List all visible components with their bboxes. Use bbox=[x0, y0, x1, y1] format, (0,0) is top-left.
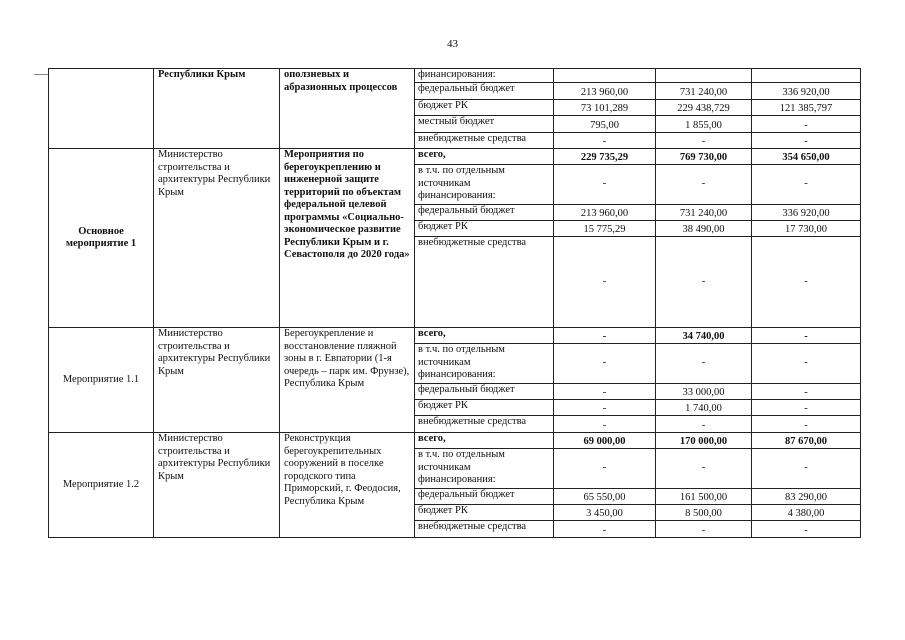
funding-source: внебюджетные средства bbox=[415, 416, 554, 433]
measure-name bbox=[49, 69, 154, 149]
funding-source: в т.ч. по отдельным источникам финансирования: bbox=[415, 449, 554, 489]
value-cell: - bbox=[752, 116, 861, 133]
value-cell: 87 670,00 bbox=[752, 433, 861, 449]
value-cell: 170 000,00 bbox=[656, 433, 752, 449]
funding-source: всего, bbox=[415, 149, 554, 165]
value-cell: - bbox=[752, 344, 861, 384]
value-cell: 15 775,29 bbox=[554, 221, 656, 237]
measure-name: Мероприятие 1.1 bbox=[49, 328, 154, 433]
table-row bbox=[49, 433, 861, 449]
value-cell: 83 290,00 bbox=[752, 489, 861, 505]
value-cell: 17 730,00 bbox=[752, 221, 861, 237]
value-cell: 795,00 bbox=[554, 116, 656, 133]
value-cell: - bbox=[554, 165, 656, 205]
value-cell: - bbox=[656, 416, 752, 433]
executor: Республики Крым bbox=[154, 69, 280, 149]
table-row bbox=[49, 149, 861, 165]
value-cell: 336 920,00 bbox=[752, 205, 861, 221]
table-row bbox=[49, 69, 861, 83]
value-cell: - bbox=[554, 416, 656, 433]
funding-source: федеральный бюджет bbox=[415, 205, 554, 221]
value-cell: - bbox=[752, 165, 861, 205]
value-cell: - bbox=[656, 165, 752, 205]
funding-source: местный бюджет bbox=[415, 116, 554, 133]
value-cell: - bbox=[752, 237, 861, 328]
funding-source: всего, bbox=[415, 328, 554, 344]
funding-source: внебюджетные средства bbox=[415, 521, 554, 538]
value-cell: 121 385,797 bbox=[752, 100, 861, 116]
value-cell: - bbox=[656, 133, 752, 149]
value-cell: 3 450,00 bbox=[554, 505, 656, 521]
funding-source: бюджет РК bbox=[415, 400, 554, 416]
measure-name: Основное мероприятие 1 bbox=[49, 149, 154, 328]
value-cell: - bbox=[656, 344, 752, 384]
value-cell: 4 380,00 bbox=[752, 505, 861, 521]
value-cell: - bbox=[752, 521, 861, 538]
value-cell: 65 550,00 bbox=[554, 489, 656, 505]
value-cell: 34 740,00 bbox=[656, 328, 752, 344]
executor: Министерство строительства и архитектуры Республики Крым bbox=[154, 328, 280, 433]
value-cell: - bbox=[656, 521, 752, 538]
value-cell: - bbox=[554, 384, 656, 400]
value-cell bbox=[656, 69, 752, 83]
value-cell: - bbox=[554, 521, 656, 538]
value-cell: - bbox=[752, 449, 861, 489]
value-cell: - bbox=[656, 449, 752, 489]
value-cell: 731 240,00 bbox=[656, 83, 752, 100]
funding-source: внебюджетные средства bbox=[415, 133, 554, 149]
value-cell: - bbox=[752, 328, 861, 344]
page-number: 43 bbox=[447, 38, 458, 50]
executor: Министерство строительства и архитектуры Республики Крым bbox=[154, 433, 280, 538]
value-cell: 1 740,00 bbox=[656, 400, 752, 416]
value-cell: 229 438,729 bbox=[656, 100, 752, 116]
table-row bbox=[49, 328, 861, 344]
measure-description: оползневых и абразионных процессов bbox=[280, 69, 415, 149]
executor: Министерство строительства и архитектуры Республики Крым bbox=[154, 149, 280, 328]
value-cell: 1 855,00 bbox=[656, 116, 752, 133]
funding-source: бюджет РК bbox=[415, 221, 554, 237]
value-cell: - bbox=[554, 344, 656, 384]
funding-source: бюджет РК bbox=[415, 505, 554, 521]
value-cell: - bbox=[752, 133, 861, 149]
funding-source: бюджет РК bbox=[415, 100, 554, 116]
funding-table bbox=[48, 68, 861, 538]
funding-source: федеральный бюджет bbox=[415, 83, 554, 100]
value-cell: 8 500,00 bbox=[656, 505, 752, 521]
scan-mark bbox=[34, 74, 48, 75]
value-cell: - bbox=[554, 449, 656, 489]
measure-description: Мероприятия по берегоукреплению и инженерной защите территорий по объектам федеральной целевой программы «Социально-экономическое развитие Республики Крым и г. Севастополя до 2020 года» bbox=[280, 149, 415, 328]
value-cell bbox=[554, 69, 656, 83]
value-cell: - bbox=[752, 400, 861, 416]
value-cell: 769 730,00 bbox=[656, 149, 752, 165]
value-cell: 354 650,00 bbox=[752, 149, 861, 165]
funding-source: в т.ч. по отдельным источникам финансирования: bbox=[415, 344, 554, 384]
funding-source: федеральный бюджет bbox=[415, 384, 554, 400]
value-cell: - bbox=[554, 237, 656, 328]
value-cell: 336 920,00 bbox=[752, 83, 861, 100]
value-cell: - bbox=[752, 384, 861, 400]
value-cell: - bbox=[752, 416, 861, 433]
funding-source: всего, bbox=[415, 433, 554, 449]
value-cell: 38 490,00 bbox=[656, 221, 752, 237]
funding-source: в т.ч. по отдельным источникам финансирования: bbox=[415, 165, 554, 205]
value-cell: - bbox=[656, 237, 752, 328]
value-cell: 73 101,289 bbox=[554, 100, 656, 116]
value-cell bbox=[752, 69, 861, 83]
value-cell: 731 240,00 bbox=[656, 205, 752, 221]
value-cell: - bbox=[554, 400, 656, 416]
funding-source: внебюджетные средства bbox=[415, 237, 554, 328]
funding-source: федеральный бюджет bbox=[415, 489, 554, 505]
measure-name: Мероприятие 1.2 bbox=[49, 433, 154, 538]
measure-description: Берегоукрепление и восстановление пляжной зоны в г. Евпатории (1-я очередь – парк им. Фрунзе), Республика Крым bbox=[280, 328, 415, 433]
value-cell: - bbox=[554, 328, 656, 344]
value-cell: 161 500,00 bbox=[656, 489, 752, 505]
value-cell: 69 000,00 bbox=[554, 433, 656, 449]
measure-description: Реконструкция берегоукрепительных сооружений в поселке городского типа Приморский, г. Феодосия, Республика Крым bbox=[280, 433, 415, 538]
value-cell: 213 960,00 bbox=[554, 83, 656, 100]
value-cell: 213 960,00 bbox=[554, 205, 656, 221]
value-cell: - bbox=[554, 133, 656, 149]
funding-source: финансирования: bbox=[415, 69, 554, 83]
value-cell: 229 735,29 bbox=[554, 149, 656, 165]
value-cell: 33 000,00 bbox=[656, 384, 752, 400]
